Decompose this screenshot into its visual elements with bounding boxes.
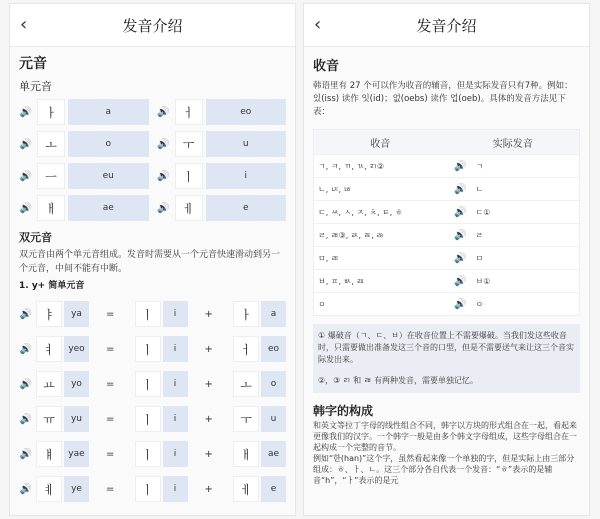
speaker-icon[interactable]: 🔊 <box>19 483 33 495</box>
actual-sound: ㅁ <box>475 253 484 263</box>
back-icon[interactable]: ‹ <box>20 14 28 35</box>
part2-jamo: ㅔ <box>233 476 259 502</box>
final-consonants: ㄷ, ㅆ, ㅅ, ㅈ, ㅊ, ㅌ, ㅎ <box>318 207 403 217</box>
part1-jamo: ㅣ <box>135 371 161 397</box>
actual-sound-cell <box>444 184 580 195</box>
part1-roman: i <box>163 476 188 502</box>
diphthong-roman: ye <box>64 476 89 502</box>
diphthong-jamo: ㅕ <box>36 336 62 362</box>
vowel-cell <box>19 131 149 157</box>
part1-jamo: ㅣ <box>135 476 161 502</box>
right-panel <box>303 3 590 516</box>
col-final: 收音 <box>370 138 391 150</box>
vowel-cell <box>157 131 287 157</box>
actual-sound: ㄱ <box>475 161 484 171</box>
part1-jamo: ㅣ <box>135 406 161 432</box>
speaker-icon[interactable]: 🔊 <box>157 138 170 150</box>
table-row <box>314 269 579 292</box>
vowel-jamo: ㅐ <box>37 195 65 221</box>
note-box <box>313 324 580 393</box>
part2-jamo: ㅐ <box>233 441 259 467</box>
table-row <box>314 292 579 315</box>
diphthong-roman: yo <box>64 371 89 397</box>
plus-sign: + <box>204 483 213 495</box>
part2-roman: e <box>261 476 286 502</box>
part1-roman: i <box>163 371 188 397</box>
col-actual: 实际发音 <box>492 138 533 150</box>
actual-sound-cell <box>444 253 580 264</box>
diphthong-roman: yae <box>64 441 89 467</box>
vowel-cell <box>157 195 287 221</box>
final-consonants: ㅁ, ㄻ <box>318 253 339 263</box>
speaker-icon[interactable]: 🔊 <box>19 106 33 118</box>
vowel-jamo: ㅏ <box>37 99 65 125</box>
vowel-roman: eo <box>206 99 287 125</box>
speaker-icon[interactable]: 🔊 <box>19 138 33 150</box>
speaker-icon[interactable]: 🔊 <box>19 448 33 460</box>
part2-jamo: ㅜ <box>233 406 259 432</box>
vowel-roman: i <box>206 163 287 189</box>
table-header <box>314 130 579 154</box>
plus-sign: + <box>204 378 213 390</box>
actual-sound: ㄹ <box>475 230 484 240</box>
vowel-roman: eu <box>68 163 149 189</box>
vowel-roman: ae <box>68 195 149 221</box>
speaker-icon[interactable]: 🔊 <box>454 252 467 264</box>
final-intro: 韩语里有 27 个可以作为收音的辅音，但是实际发音只有7种。例如：있(iss) 读作 잇(id)；없(oebs) 读作 업(oeb)。具体的发音方法见下表： <box>313 81 573 117</box>
part1-roman: i <box>163 406 188 432</box>
speaker-icon[interactable]: 🔊 <box>454 229 467 241</box>
actual-sound-cell <box>444 207 580 218</box>
equals-sign: = <box>106 448 115 460</box>
diphthong-jamo: ㅖ <box>36 476 62 502</box>
part1-roman: i <box>163 336 188 362</box>
speaker-icon[interactable]: 🔊 <box>157 202 170 214</box>
vowel-cell <box>157 163 287 189</box>
table-body <box>314 154 579 315</box>
speaker-icon[interactable]: 🔊 <box>157 170 170 182</box>
speaker-icon[interactable]: 🔊 <box>19 413 33 425</box>
part2-roman: u <box>261 406 286 432</box>
equals-sign: = <box>106 413 115 425</box>
vowel-jamo: ㅜ <box>175 131 203 157</box>
vowel-roman: u <box>206 131 287 157</box>
actual-sound-cell <box>444 161 580 172</box>
final-consonant-table <box>313 129 580 316</box>
plus-sign: + <box>204 413 213 425</box>
diphthong-row <box>19 405 286 433</box>
speaker-icon[interactable]: 🔊 <box>454 183 467 195</box>
part1-roman: i <box>163 441 188 467</box>
table-row <box>314 177 579 200</box>
nav-title: 发音介绍 <box>122 16 183 35</box>
actual-sound: ㄷ① <box>475 207 491 217</box>
diphthong-row <box>19 475 286 503</box>
speaker-icon[interactable]: 🔊 <box>19 343 33 355</box>
composition-p1: 和英文等拉丁字母的线性组合不同，韩字以方块的形式组合在一起，看起来更像我们的汉字。一个韩字一般是由多个韩文字母组成，这些字母组合在一起构成一个完整的音节。 <box>313 421 577 452</box>
diphthong-roman: ya <box>64 301 89 327</box>
diphthong-roman: yu <box>64 406 89 432</box>
section-title-vowels: 元音 <box>19 56 47 72</box>
final-consonants: ㄹ, ㄼ③, ㄽ, ㄾ, ㅀ <box>318 230 385 240</box>
nav-bar <box>10 4 295 47</box>
part2-jamo: ㅓ <box>233 336 259 362</box>
back-icon[interactable]: ‹ <box>314 14 322 35</box>
table-row <box>314 246 579 269</box>
speaker-icon[interactable]: 🔊 <box>157 106 170 118</box>
actual-sound: ㅇ <box>475 299 484 309</box>
single-vowel-grid <box>19 99 286 221</box>
vowel-roman: e <box>206 195 287 221</box>
table-row <box>314 200 579 223</box>
part1-roman: i <box>163 301 188 327</box>
actual-sound: ㅂ① <box>475 276 491 286</box>
speaker-icon[interactable]: 🔊 <box>19 308 33 320</box>
speaker-icon[interactable]: 🔊 <box>19 202 33 214</box>
vowel-cell <box>19 99 149 125</box>
diphthong-jamo: ㅛ <box>36 371 62 397</box>
speaker-icon[interactable]: 🔊 <box>19 170 33 182</box>
group-title: 1. y+ 简单元音 <box>19 281 85 291</box>
plus-sign: + <box>204 343 213 355</box>
vowel-jamo: ㅗ <box>37 131 65 157</box>
part2-jamo: ㅗ <box>233 371 259 397</box>
vowel-roman: a <box>68 99 149 125</box>
double-vowels-title: 双元音 <box>19 231 52 244</box>
table-row <box>314 223 579 246</box>
vowel-cell <box>19 163 149 189</box>
part2-roman: a <box>261 301 286 327</box>
equals-sign: = <box>106 378 115 390</box>
part1-jamo: ㅣ <box>135 441 161 467</box>
actual-sound-cell <box>444 299 580 310</box>
speaker-icon[interactable]: 🔊 <box>454 206 467 218</box>
diphthong-roman: yeo <box>64 336 89 362</box>
diphthong-list <box>19 300 286 503</box>
diphthong-jamo: ㅒ <box>36 441 62 467</box>
part2-jamo: ㅏ <box>233 301 259 327</box>
diphthong-row <box>19 440 286 468</box>
equals-sign: = <box>106 343 115 355</box>
double-vowels-desc: 双元音由两个单元音组成。发音时需要从一个元音快速滑动到另一个元音，中间不能有中断。 <box>19 250 281 274</box>
section-title-final: 收音 <box>313 59 340 74</box>
vowel-jamo: ㅓ <box>175 99 203 125</box>
equals-sign: = <box>106 308 115 320</box>
nav-title: 发音介绍 <box>416 16 477 35</box>
diphthong-jamo: ㅑ <box>36 301 62 327</box>
table-row <box>314 154 579 177</box>
part2-roman: eo <box>261 336 286 362</box>
speaker-icon[interactable]: 🔊 <box>454 160 467 172</box>
vowel-roman: o <box>68 131 149 157</box>
plus-sign: + <box>204 448 213 460</box>
vowel-cell <box>157 99 287 125</box>
vowel-cell <box>19 195 149 221</box>
nav-bar <box>304 4 589 47</box>
single-vowels-title: 单元音 <box>19 80 52 93</box>
left-panel <box>9 3 296 516</box>
plus-sign: + <box>204 308 213 320</box>
part1-jamo: ㅣ <box>135 336 161 362</box>
speaker-icon[interactable]: 🔊 <box>454 275 467 287</box>
part1-jamo: ㅣ <box>135 301 161 327</box>
final-consonants: ㄱ, ㅋ, ㄲ, ㄳ, ㄺ② <box>318 161 385 171</box>
final-consonants: ㄴ, ㄵ, ㄶ <box>318 184 352 194</box>
actual-sound-cell <box>444 276 580 287</box>
vowel-jamo: ㅡ <box>37 163 65 189</box>
part2-roman: o <box>261 371 286 397</box>
vowel-jamo: ㅔ <box>175 195 203 221</box>
diphthong-row <box>19 370 286 398</box>
actual-sound: ㄴ <box>475 184 484 194</box>
final-consonants: ㅂ, ㅍ, ㅄ, ㄿ <box>318 276 365 286</box>
actual-sound-cell <box>444 230 580 241</box>
equals-sign: = <box>106 483 115 495</box>
speaker-icon[interactable]: 🔊 <box>454 298 467 310</box>
note-1: ① 爆破音（ㄱ、ㄷ、ㅂ）在收音位置上不需要爆破。当我们发这些收音时，只需要做出准备发这三个音的口型，但是不需要送气来让这三个音实际发出来。 <box>318 331 574 364</box>
diphthong-row <box>19 335 286 363</box>
note-2: ②，③ ㄺ 和 ㄼ 有两种发音，需要单独记忆。 <box>318 376 478 385</box>
speaker-icon[interactable]: 🔊 <box>19 378 33 390</box>
diphthong-jamo: ㅠ <box>36 406 62 432</box>
composition-title: 韩字的构成 <box>313 404 374 418</box>
diphthong-row <box>19 300 286 328</box>
composition-p2: 例如“한(han)”这个字，虽然看起来像一个单独的字，但是实际上由三部分组成：ㅎ、ㅏ、ㄴ。这三个部分各自代表一个发音：“ㅎ”表示的是辅音“h”，“ㅏ”表示的是元 <box>313 454 575 485</box>
vowel-jamo: ㅣ <box>175 163 203 189</box>
final-consonants: ㅇ <box>318 299 326 309</box>
part2-roman: ae <box>261 441 286 467</box>
